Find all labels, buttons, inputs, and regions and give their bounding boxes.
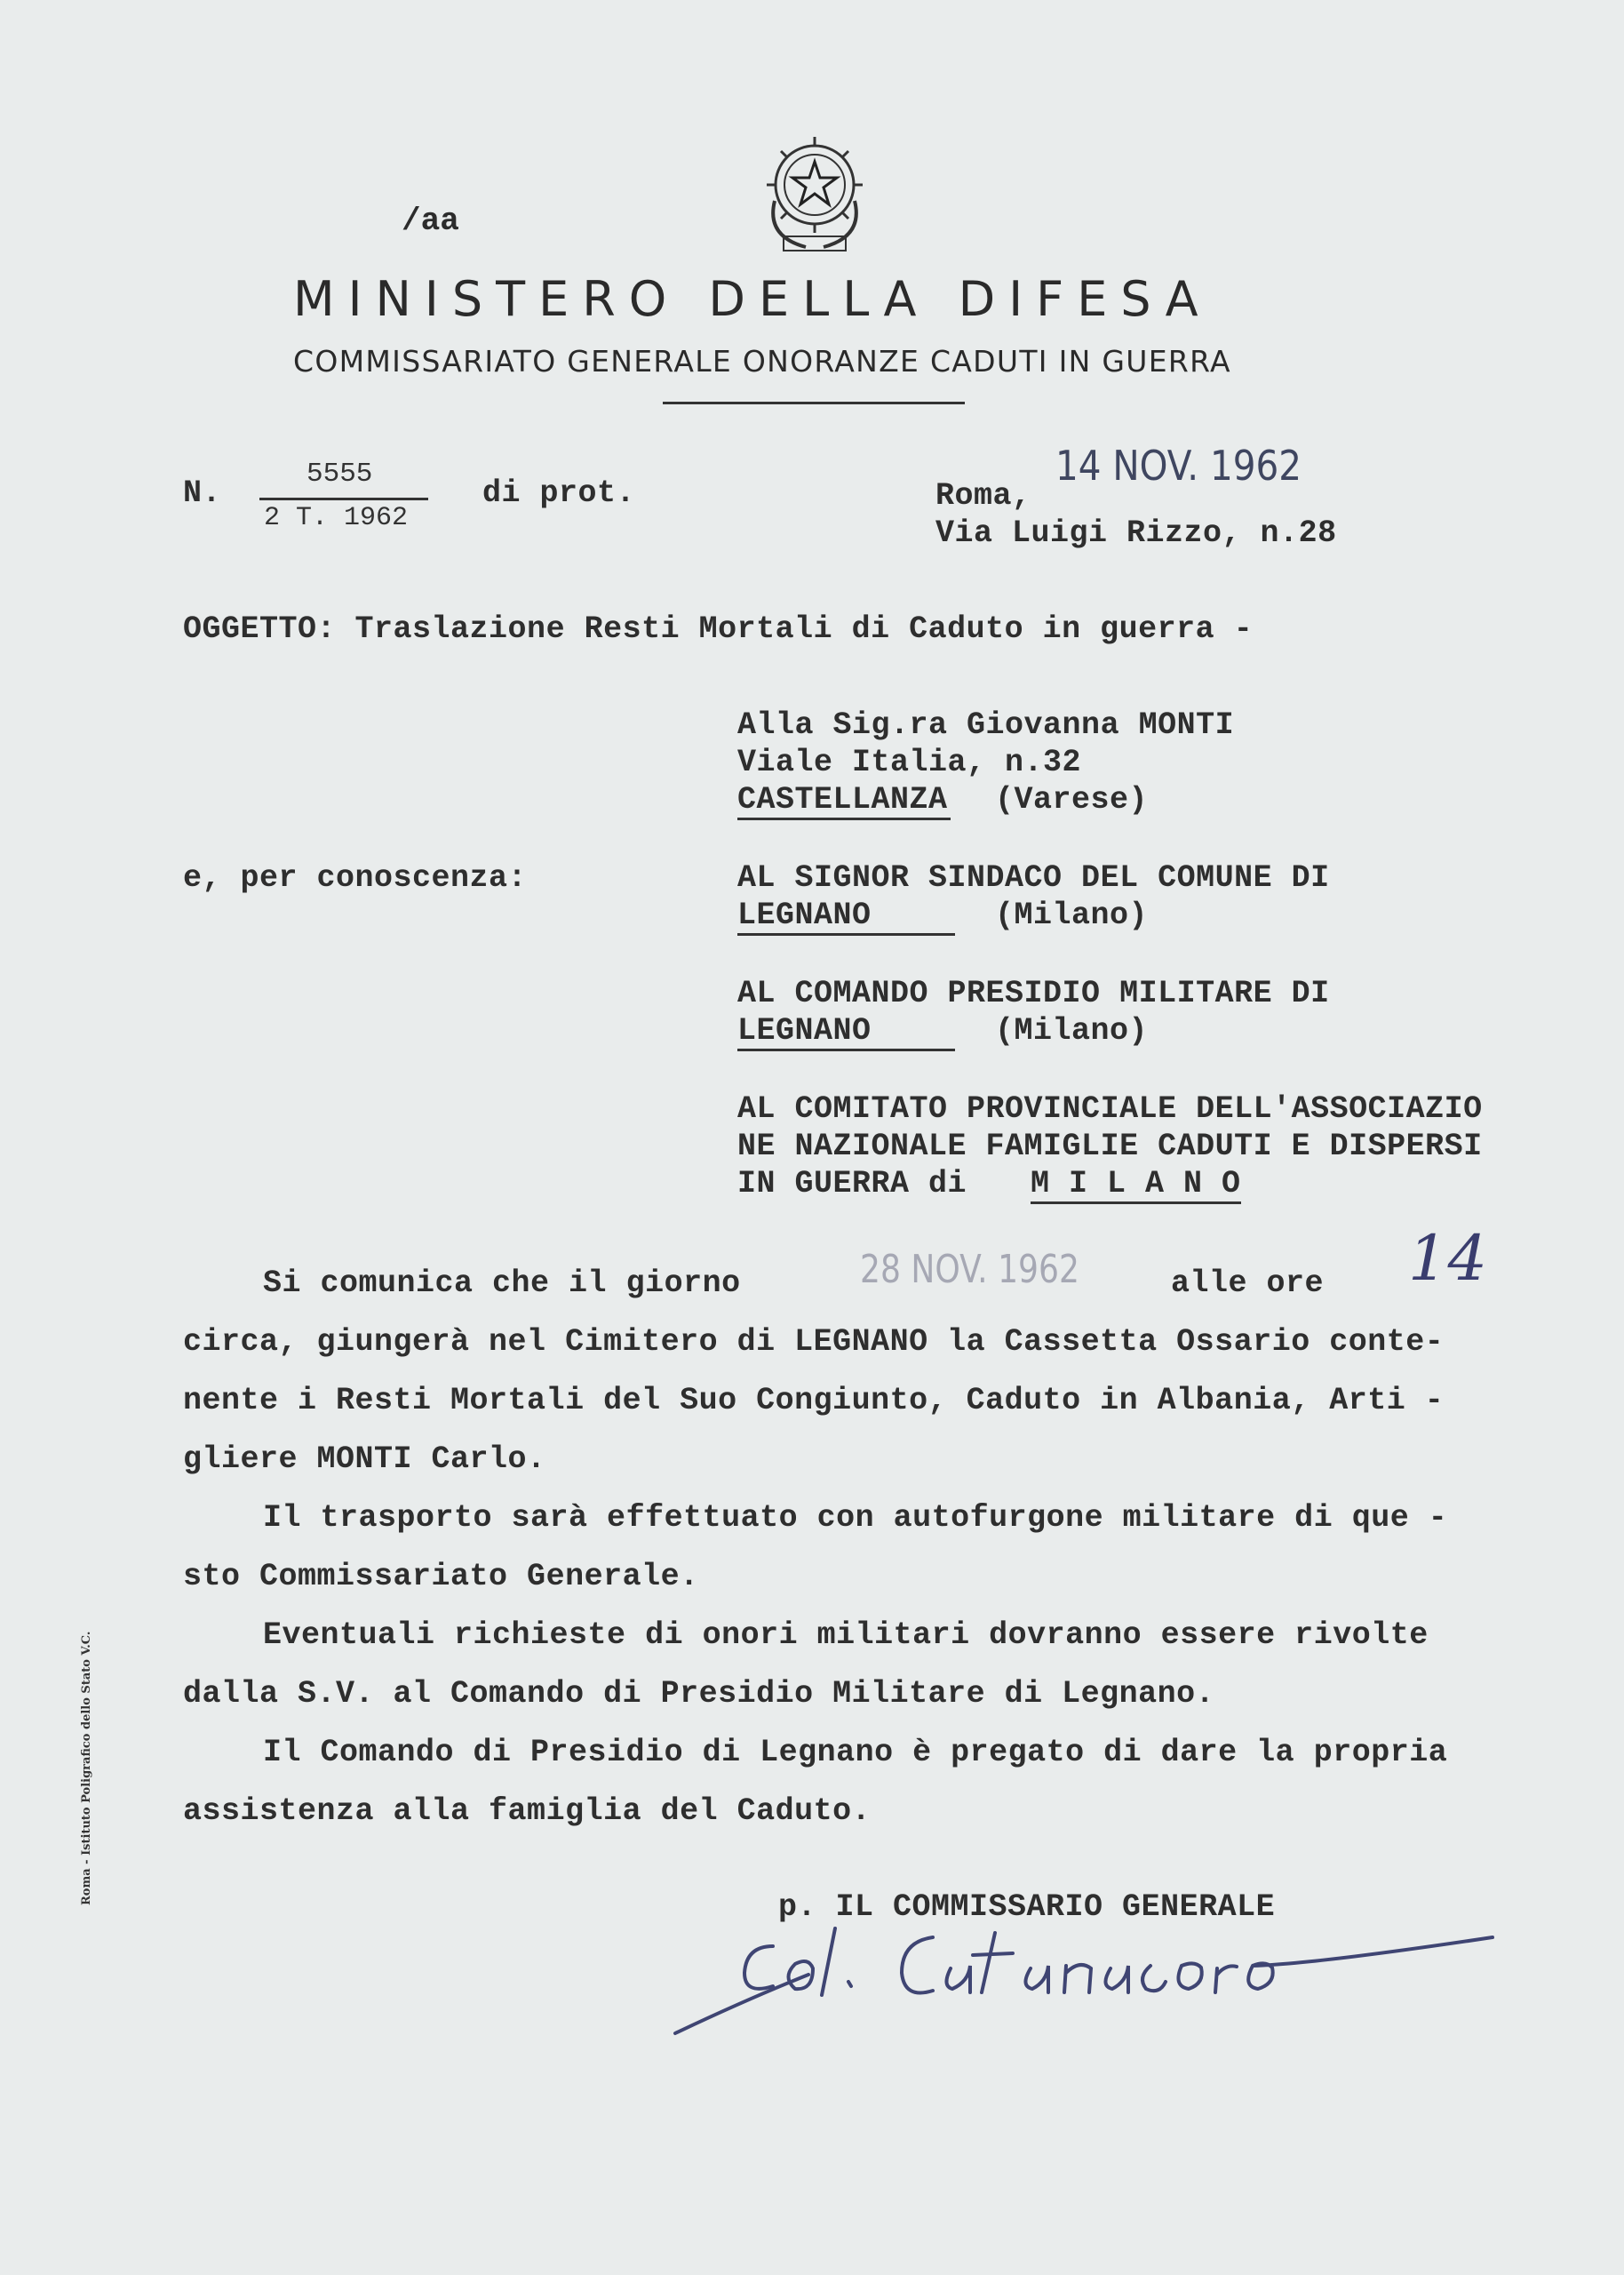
cc-comitato-line3: IN GUERRA di xyxy=(737,1166,967,1201)
place-address: Via Luigi Rizzo, n.28 xyxy=(935,515,1337,551)
cc-comitato-line1: AL COMITATO PROVINCIALE DELL'ASSOCIAZIO xyxy=(737,1091,1483,1127)
protocol-number: 5555 xyxy=(306,459,373,490)
cc-comitato-line2: NE NAZIONALE FAMIGLIE CADUTI E DISPERSI xyxy=(737,1129,1483,1164)
p1-line4: gliere MONTI Carlo. xyxy=(183,1441,546,1477)
cc-label: e, per conoscenza: xyxy=(183,860,528,896)
protocol-suffix: di prot. xyxy=(482,475,636,511)
p1-line3: nente i Resti Mortali del Suo Congiunto, Caduto in Albania, Arti - xyxy=(183,1383,1445,1418)
protocol-fraction-line xyxy=(259,498,428,500)
protocol-sub: 2 T. 1962 xyxy=(264,503,409,533)
emblem-icon xyxy=(757,130,872,259)
p4-line1: Il Comando di Presidio di Legnano è pregato di dare la propria xyxy=(263,1735,1448,1770)
signature-title: p. IL COMMISSARIO GENERALE xyxy=(778,1889,1276,1925)
header-divider xyxy=(663,402,965,404)
protocol-prefix: N. xyxy=(183,475,222,511)
cc-sindaco-line1: AL SIGNOR SINDACO DEL COMUNE DI xyxy=(737,860,1330,896)
ministry-title: MINISTERO DELLA DIFESA xyxy=(293,271,1212,327)
p1-date-stamp: 28 NOV. 1962 xyxy=(860,1247,1079,1292)
cc-sindaco-province: (Milano) xyxy=(995,898,1149,933)
p3-line1: Eventuali richieste di onori militari dovranno essere rivolte xyxy=(263,1617,1429,1653)
recipient-province: (Varese) xyxy=(995,782,1149,818)
date-stamp: 14 NOV. 1962 xyxy=(1055,442,1302,490)
initials: /aa xyxy=(402,203,459,239)
recipient-line2: Viale Italia, n.32 xyxy=(737,745,1082,780)
p1-line2: circa, giungerà nel Cimitero di LEGNANO la Cassetta Ossario conte- xyxy=(183,1324,1445,1360)
printer-note: Roma - Istituto Poligrafico dello Stato V.C. xyxy=(80,1631,93,1905)
cc-presidio-city: LEGNANO xyxy=(737,1013,955,1051)
p2-line2: sto Commissariato Generale. xyxy=(183,1559,699,1594)
p1-hours-handwritten: 14 xyxy=(1408,1222,1488,1295)
place-city: Roma, xyxy=(935,478,1031,514)
handwritten-signature xyxy=(640,1911,1510,2044)
cc-comitato-city: M I L A N O xyxy=(1031,1166,1241,1204)
recipient-line1: Alla Sig.ra Giovanna MONTI xyxy=(737,707,1235,743)
p1-start: Si comunica che il giorno xyxy=(263,1265,741,1301)
cc-sindaco-city: LEGNANO xyxy=(737,898,955,936)
p1-hours-label: alle ore xyxy=(1171,1265,1325,1301)
p4-line2: assistenza alla famiglia del Caduto. xyxy=(183,1793,872,1829)
p2-line1: Il trasporto sarà effettuato con autofurgone militare di que - xyxy=(263,1500,1448,1536)
subject: OGGETTO: Traslazione Resti Mortali di Caduto in guerra - xyxy=(183,611,1254,647)
cc-presidio-province: (Milano) xyxy=(995,1013,1149,1049)
recipient-city: CASTELLANZA xyxy=(737,782,951,820)
office-subtitle: COMMISSARIATO GENERALE ONORANZE CADUTI IN GUERRA xyxy=(293,344,1231,379)
p3-line2: dalla S.V. al Comando di Presidio Militare di Legnano. xyxy=(183,1676,1215,1712)
cc-presidio-line1: AL COMANDO PRESIDIO MILITARE DI xyxy=(737,976,1330,1011)
